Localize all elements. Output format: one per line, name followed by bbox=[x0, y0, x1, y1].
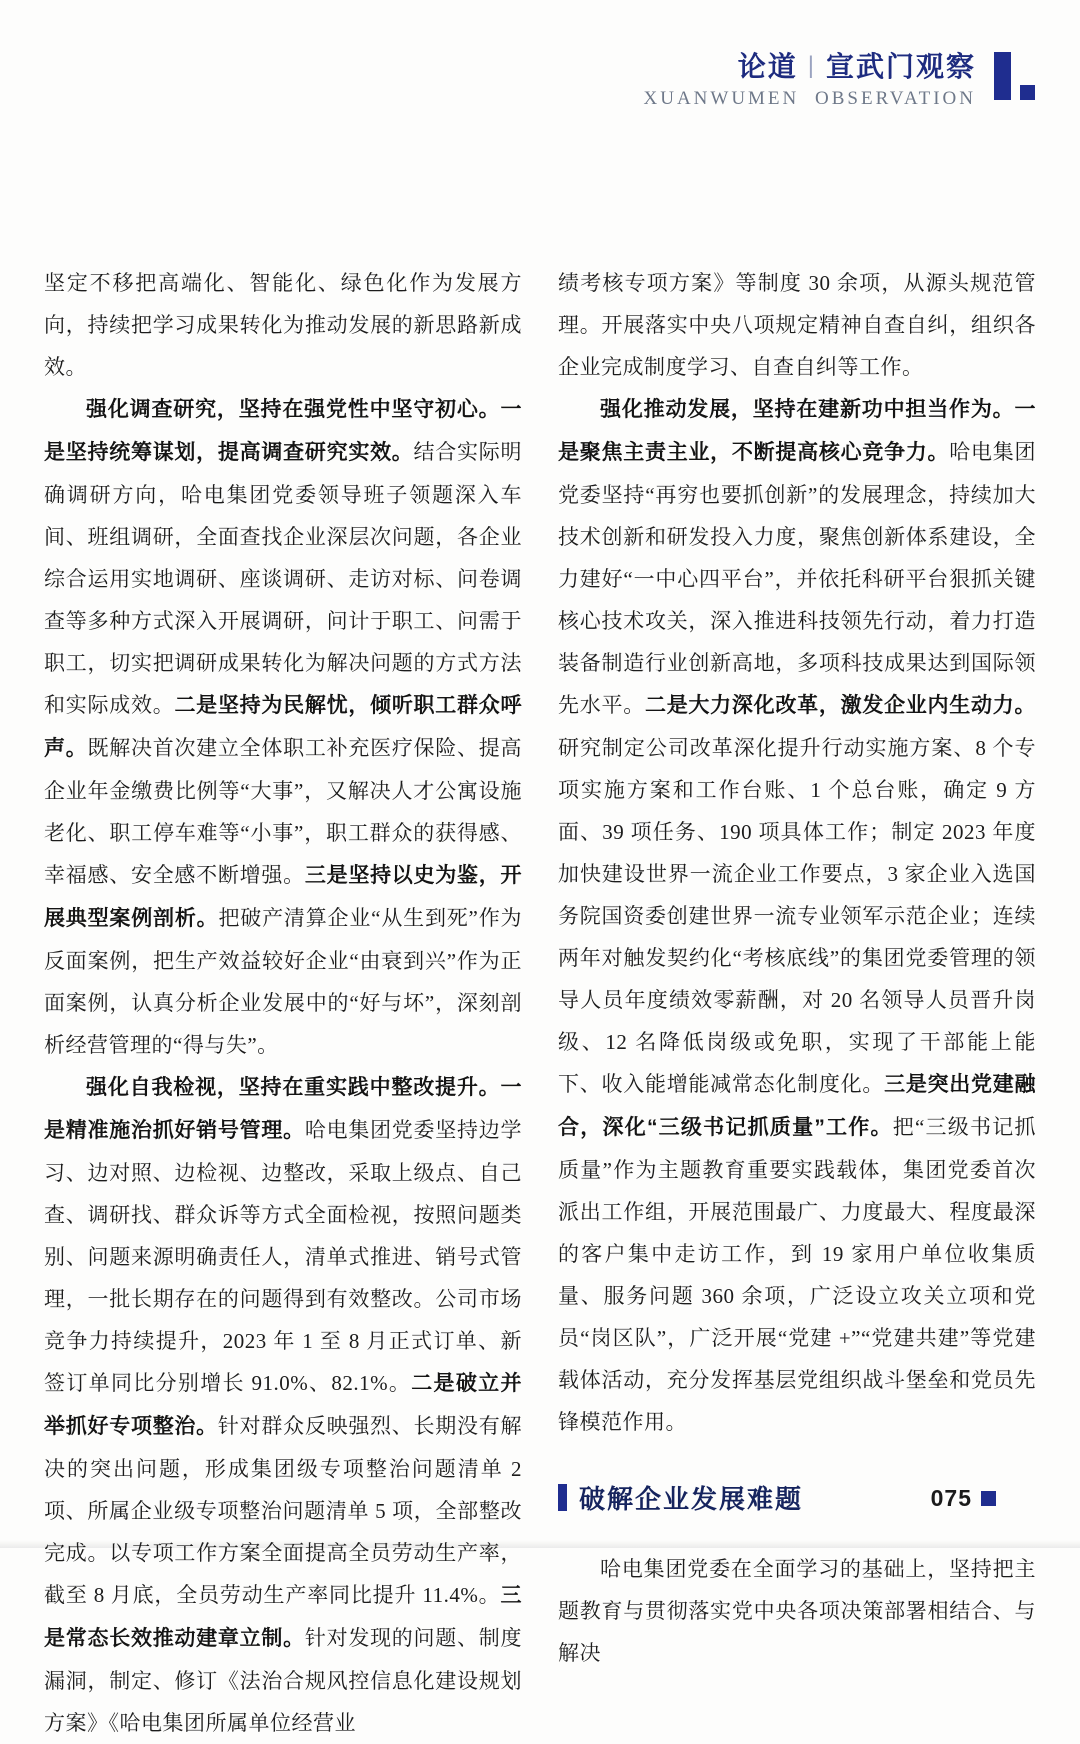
header-column-name: 宣武门观察 bbox=[825, 51, 976, 82]
header-title-zh bbox=[644, 50, 977, 84]
paragraph: 强化调查研究，坚持在强党性中坚守初心。一是坚持统筹谋划，提高调查研究实效。结合实际明确调研方向，哈电集团党委领导班子领题深入车间、班组调研，全面查找企业深层次问题，各企业综合运用实地调研、座谈调研、走访对标、问卷调查等多种方式深入开展调研，问计于职工、问需于职工，切实把调研成果转化为解决问题的方式方法和实际成效。二是坚持为民解忧，倾听职工群众呼声。既解决首次建立全体职工补充医疗保险、提高企业年金缴费比例等“大事”，又解决人才公寓设施老化、职工停车难等“小事”，职工群众的获得感、幸福感、安全感不断增强。三是坚持以史为鉴，开展典型案例剖析。把破产清算企业“从生到死”作为反面案例，把生产效益较好企业“由衰到兴”作为正面案例，认真分析企业发展中的“好与坏”，深刻剖析经营管理的“得与失”。 bbox=[44, 398, 523, 1057]
section-heading-text: 破解企业发展难题 bbox=[579, 1484, 804, 1514]
heading-accent-bar-icon bbox=[558, 1484, 567, 1511]
paragraph: 坚定不移把高端化、智能化、绿色化作为发展方向，持续把学习成果转化为推动发展的新思路新成效。 bbox=[44, 271, 522, 379]
logo-bar-icon bbox=[994, 52, 1011, 100]
page-header bbox=[644, 50, 1035, 112]
page-number-square-icon bbox=[981, 1491, 996, 1506]
article-column-left bbox=[44, 262, 522, 1744]
page-footer bbox=[931, 1485, 996, 1512]
header-title-divider: | bbox=[807, 52, 816, 79]
logo-square-icon bbox=[1020, 85, 1035, 100]
paragraph: 哈电集团党委在全面学习的基础上，坚持把主题教育与贯彻落实党中央各项决策部署相结合、与解决 bbox=[558, 1557, 1036, 1665]
article-body bbox=[44, 262, 1036, 1744]
header-section-name: 论道 bbox=[737, 51, 798, 82]
header-title-en: XUANWUMEN OBSERVATION bbox=[643, 88, 976, 109]
page-number: 075 bbox=[930, 1485, 972, 1511]
paragraph: 强化推动发展，坚持在建新功中担当作为。一是聚焦主责主业，不断提高核心竞争力。哈电集团党委坚持“再穷也要抓创新”的发展理念，持续加大技术创新和研发投入力度，聚焦创新体系建设，全力建好“一中心四平台”，并依托科研平台狠抓关键核心技术攻关，深入推进科技领先行动，着力打造装备制造行业创新高地，多项科技成果达到国际领先水平。二是大力深化改革，激发企业内生动力。研究制定公司改革深化提升行动实施方案、8 个专项实施方案和工作台账、1 个总台账，确定 9 方面、39 项任务、190 项具体工作；制定 2023 年度加快建设世界一流企业工作要点，3 家企业入选国务院国资委创建世界一流专业领军示范企业；连续两年对触发契约化“考核底线”的集团党委管理的领导人员年度绩效零薪酬，对 20 名领导人员晋升岗级、12 名降低岗级或免职，实现了干部能上能下、收入能增能减常态化制度化。三是突出党建融合，深化“三级书记抓质量”工作。把“三级书记抓质量”作为主题教育重要实践载体，集团党委首次派出工作组，开展范围最广、力度最大、程度最深的客户集中走访工作，到 19 家用户单位收集质量、服务问题 360 余项，广泛设立攻关立项和党员“岗区队”，广泛开展“党建 +”“党建共建”等党建载体活动，充分发挥基层党组织战斗堡垒和党员先锋模范作用。 bbox=[558, 398, 1037, 1434]
paragraph: 强化自我检视，坚持在重实践中整改提升。一是精准施治抓好销号管理。哈电集团党委坚持边学习、边对照、边检视、边整改，采取上级点、自己查、调研找、群众诉等方式全面检视，按照问题类别、问题来源明确责任人，清单式推进、销号式管理，一批长期存在的问题得到有效整改。公司市场竞争力持续提升，2023 年 1 至 8 月正式订单、新签订单同比分别增长 91.0%、82.1%。二是破立并举抓好专项整治。针对群众反映强烈、长期没有解决的突出问题，形成集团级专项整治问题清单 2 项、所属企业级专项整治问题清单 5 项，全部整改完成。以专项工作方案全面提高全员劳动生产率，截至 8 月底，全员劳动生产率同比提升 11.4%。三是常态长效推动建章立制。针对发现的问题、制度漏洞，制定、修订《法治合规风控信息化建设规划方案》《哈电集团所属单位经营业 bbox=[44, 1076, 523, 1735]
header-titles bbox=[644, 50, 977, 111]
article-column-right bbox=[558, 262, 1036, 1744]
paragraph: 绩考核专项方案》等制度 30 余项，从源头规范管理。开展落实中央八项规定精神自查自纠，组织各企业完成制度学习、自查自纠等工作。 bbox=[558, 271, 1036, 379]
magazine-logo-icon bbox=[990, 52, 1034, 112]
